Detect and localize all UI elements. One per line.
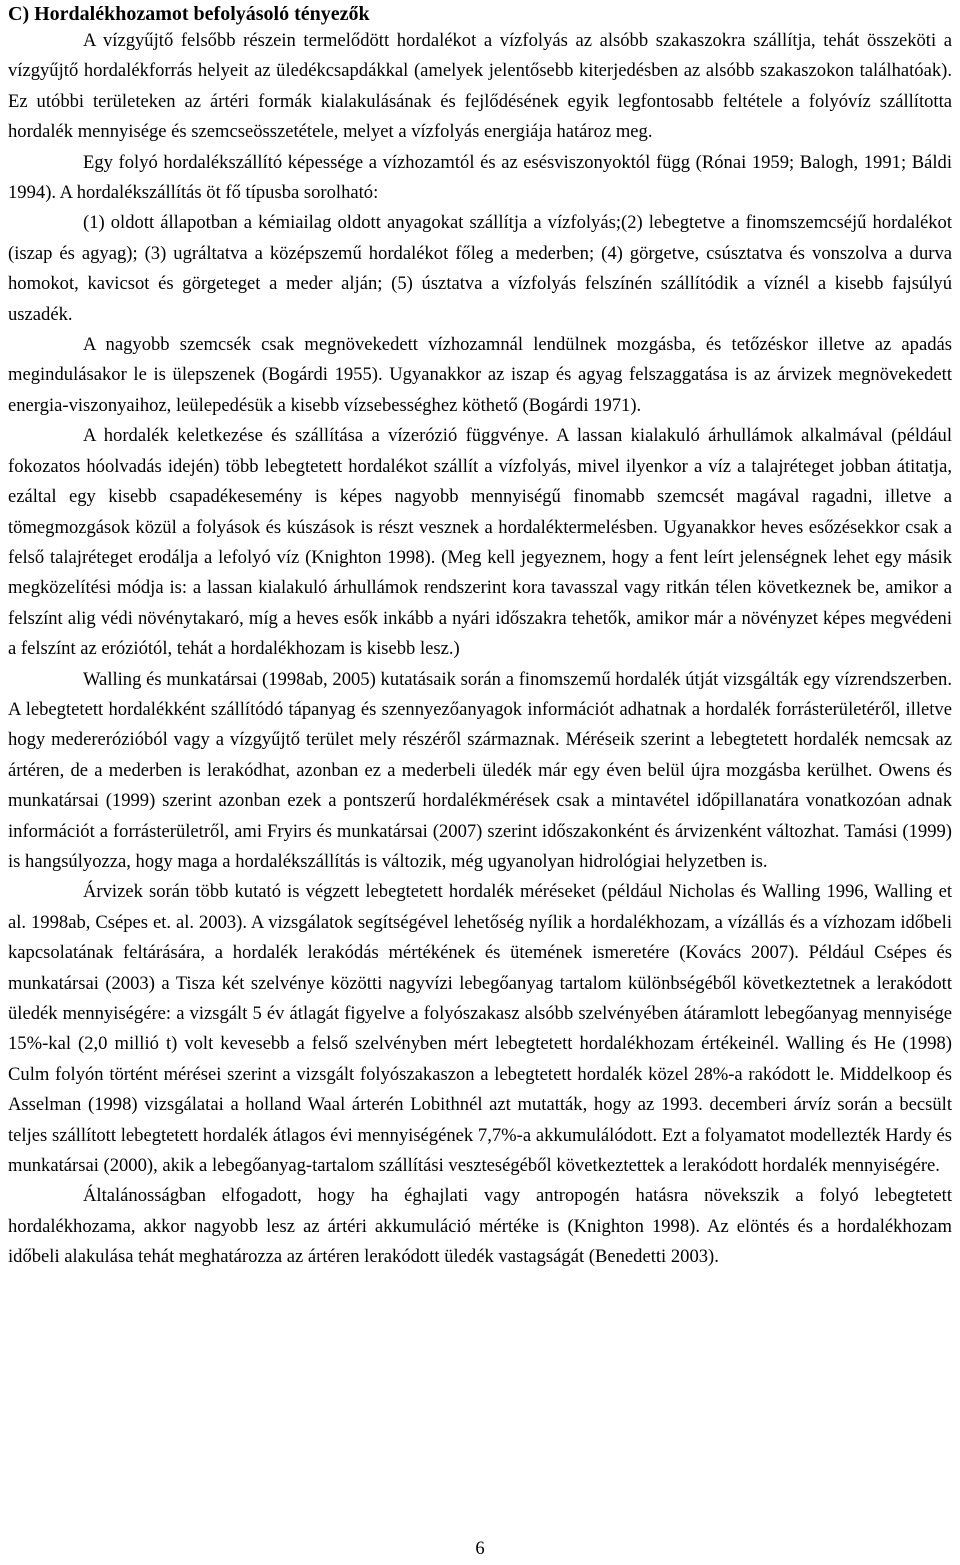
paragraph-sediment-transport-intro: A vízgyűjtő felsőbb részein termelődött hordalékot a vízfolyás az alsóbb szakaszokra szállítja, tehát összeköti a vízgyűjtő hordalékforrás helyeit az üledékcsapdákkal (amelyek jelentősebb kiterjedésben az alsóbb szakaszokon találhatóak). Ez utóbbi területeken az ártéri formák kialakulásának és fejlődésének egyik legfontosabb feltétele a folyóvíz szállította hordalék mennyisége és szemcseösszetétele, melyet a vízfolyás energiája határoz meg. [8,30,952,143]
paragraph-grain-size: A nagyobb szemcsék csak megnövekedett vízhozamnál lendülnek mozgásba, és tetőzéskor illetve az apadás megindulásakor le is ülepszenek (Bogárdi 1955). Ugyanakkor az iszap és agyag felszaggatása is az árvizek megnövekedett energia-viszonyaihoz, leülepedésük a kisebb vízsebességhez köthető (Bogárdi 1971). [8,334,952,416]
paragraph-conclusion: Általánosságban elfogadott, hogy ha éghajlati vagy antropogén hatásra növekszik a folyó lebegtetett hordalékhozama, akkor nagyobb lesz az ártéri akkumuláció mértéke is (Knighton 1998). Az elöntés és a hordalékhozam időbeli alakulása tehát meghatározza az ártéren lerakódott üledék vastagságát (Benedetti 2003). [8,1185,952,1268]
paragraph-walling-research: Walling és munkatársai (1998ab, 2005) kutatásaik során a finomszemű hordalék útját vizsgálták egy vízrendszerben. A lebegtetett hordalékként szállítódó tápanyag és szennyezőanyagok információt adhatnak a hordalék forrásterületéről, illetve hogy medererózióból vagy a vízgyűjtő terület mely részéről származnak. Méréseik szerint a lebegtetett hordalék nemcsak az ártéren, de a mederben is lerakódhat, azonban ez a mederbeli üledék már egy éven belül újra mozgásba kerülhet. Owens és munkatársai (1999) szerint azonban ezek a pontszerű hordalékmérések csak a mintavétel időpillanatára vonatkozóan adnak információt a forrásterületről, ami Fryirs és munkatársai (2007) szerint időszakonként és árvizenként változhat. Tamási (1999) is hangsúlyozza, hogy maga a hordalékszállítás is változik, még ugyanolyan hidrológiai helyzetben is. [8,668,952,872]
paragraph-erosion: A hordalék keletkezése és szállítása a vízerózió függvénye. A lassan kialakuló árhullámok alkalmával (például fokozatos hóolvadás idején) több lebegtetett hordalékot szállít a vízfolyás, mivel ilyenkor a víz a talajréteget jobban átitatja, ezáltal egy kisebb csapadékesemény is képes nagyobb mennyiségű finomabb szemcsét magával ragadni, illetve a tömegmozgások közül a folyások és kúszások is részt vesznek a hordaléktermelésben. Ugyanakkor heves esőzésekkor csak a felső talajréteget erodálja a lefolyó víz (Knighton 1998). (Meg kell jegyeznem, hogy a fent leírt jelenségnek lehet egy másik megközelítési módja is: a lassan kialakuló árhullámok rendszerint kora tavasszal vagy ritkán télen következnek be, amikor a felszínt alig védi növénytakaró, míg a heves esők inkább a nyári időszakra tehetők, amikor már a növényzet képes megvédeni a felszínt az eróziótól, tehát a hordalékhozam is kisebb lesz.) [8,425,952,660]
paragraph-transport-capacity: Egy folyó hordalékszállító képessége a vízhozamtól és az esésviszonyoktól függ (Rónai 1959; Balogh, 1991; Báldi 1994). A hordalékszállítás öt fő típusba sorolható: [8,151,952,204]
page-number: 6 [475,1538,485,1559]
section-heading: C) Hordalékhozamot befolyásoló tényezők [8,3,370,25]
paragraph-flood-measurements: Árvizek során több kutató is végzett lebegtetett hordalék méréseket (például Nicholas és Walling 1996, Walling et al. 1998ab, Csépes et. al. 2003). A vizsgálatok segítségével lehetőség nyílik a hordalékhozam, a vízállás és a vízhozam időbeli kapcsolatának feltárására, a hordalék lerakódás mértékének és ütemének ismeretére (Kovács 2007). Például Csépes és munkatársai (2003) a Tisza két szelvénye közötti nagyvízi lebegőanyag tartalom különbségéből következtetnek a lerakódott üledék mennyiségére: a vizsgált 5 év átlagát figyelve a folyószakasz alsóbb szelvényében átáramlott lebegőanyag mennyisége 15%-kal (2,0 millió t) volt kevesebb a felső szelvényben mért lebegtetett hordalékhozam értékeinél. Walling és He (1998) Culm folyón történt mérései szerint a vizsgált folyószakaszon a lebegtetett hordalék közel 28%-a rakódott le. Middelkoop és Asselman (1998) vizsgálatai a holland Waal árterén Lobithnél azt mutatták, hogy az 1993. decemberi árvíz során a becsült teljes szállított lebegtetett hordalék átlagos évi mennyiségének 7,7%-a akkumulálódott. Ezt a folyamatot modellezték Hardy és munkatársai (2000), akik a lebegőanyag-tartalom szállítási veszteségéből következtettek a lerakódott hordalék mennyiségére. [8,881,952,1177]
body-text [8,26,952,1273]
paragraph-transport-types: (1) oldott állapotban a kémiailag oldott anyagokat szállítja a vízfolyás;(2) lebegtetve a finomszemcséjű hordalékot (iszap és agyag); (3) ugráltatva a középszemű hordalékot főleg a mederben; (4) görgetve, csúsztatva és vonszolva a durva homokot, kavicsot és görgeteget a meder alján; (5) úsztatva a vízfolyás felszínén szállítódik a víznél a kisebb fajsúlyú uszadék. [8,212,952,325]
document-page [8,0,952,1273]
